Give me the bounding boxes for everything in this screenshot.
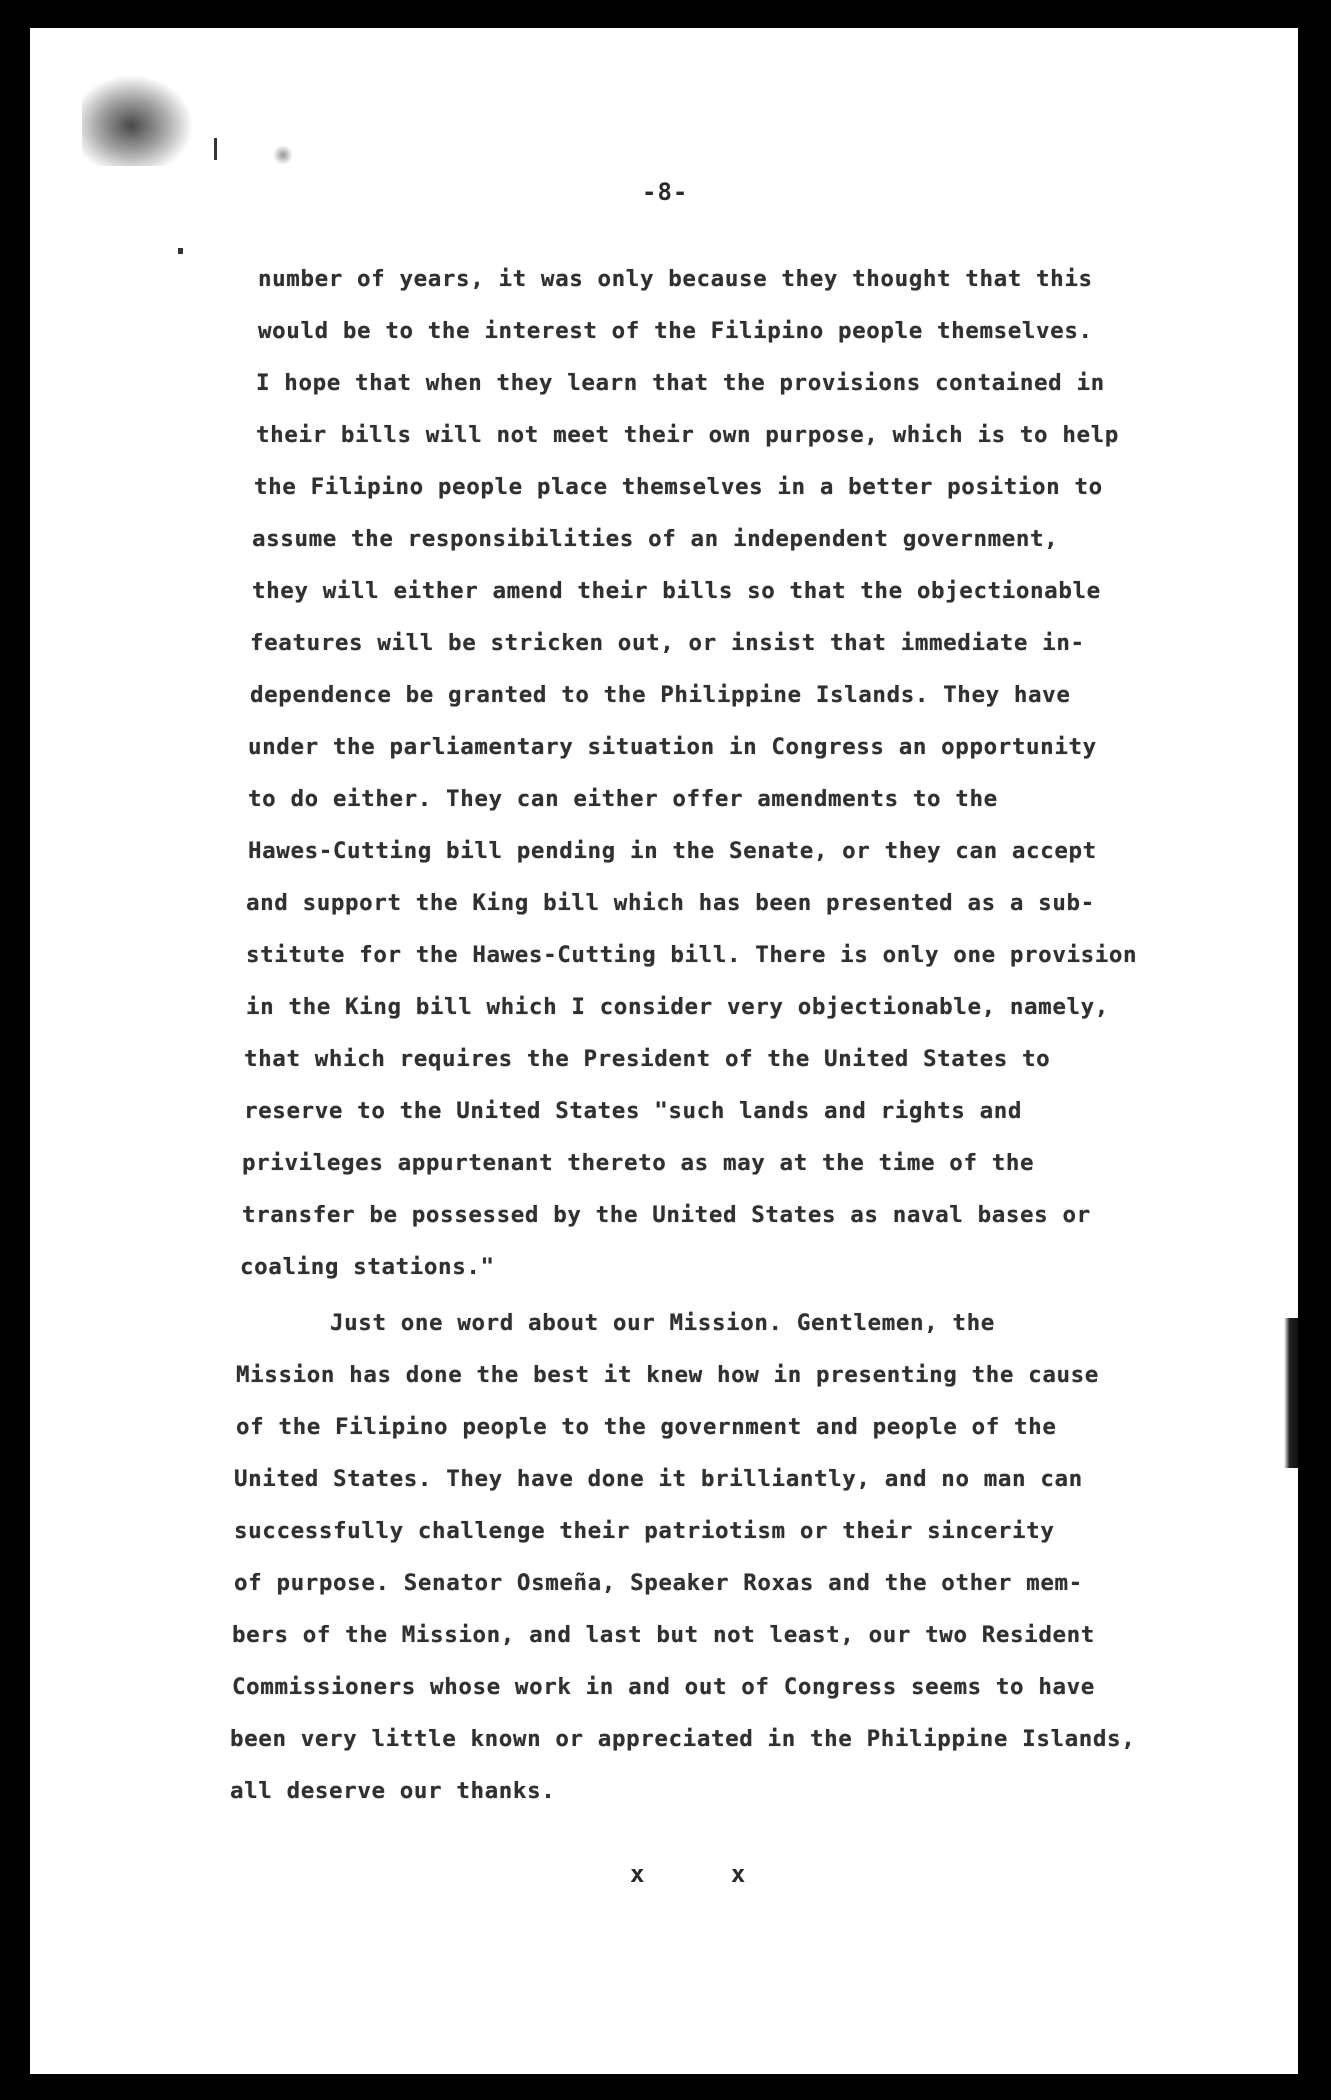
text-line: and support the King bill which has been presented as a sub- bbox=[246, 890, 1095, 916]
text-line: their bills will not meet their own purpose, which is to help bbox=[256, 422, 1119, 448]
text-line: they will either amend their bills so that the objectionable bbox=[252, 578, 1101, 604]
text-line: of purpose. Senator Osmeña, Speaker Roxas and the other mem- bbox=[234, 1570, 1083, 1596]
document-page bbox=[30, 28, 1298, 2074]
text-line: that which requires the President of the United States to bbox=[244, 1046, 1051, 1072]
text-line: bers of the Mission, and last but not least, our two Resident bbox=[232, 1622, 1095, 1648]
text-line: would be to the interest of the Filipino people themselves. bbox=[258, 318, 1093, 344]
text-line: coaling stations." bbox=[240, 1254, 495, 1280]
text-line: features will be stricken out, or insist that immediate in- bbox=[250, 630, 1085, 656]
text-line: the Filipino people place themselves in a better position to bbox=[254, 474, 1103, 500]
text-line: all deserve our thanks. bbox=[230, 1778, 556, 1804]
text-line: Hawes-Cutting bill pending in the Senate, or they can accept bbox=[248, 838, 1097, 864]
end-mark: x x bbox=[630, 1860, 782, 1888]
text-line: I hope that when they learn that the provisions contained in bbox=[256, 370, 1105, 396]
text-line: number of years, it was only because they thought that this bbox=[258, 266, 1093, 292]
text-line: successfully challenge their patriotism or their sincerity bbox=[234, 1518, 1055, 1544]
scan-edge-shadow bbox=[1284, 1318, 1298, 1468]
page-number: -8- bbox=[642, 178, 689, 206]
text-line: privileges appurtenant thereto as may at the time of the bbox=[242, 1150, 1035, 1176]
text-line: of the Filipino people to the government and people of the bbox=[236, 1414, 1057, 1440]
text-line: in the King bill which I consider very objectionable, namely, bbox=[246, 994, 1109, 1020]
text-line: Commissioners whose work in and out of Congress seems to have bbox=[232, 1674, 1095, 1700]
scan-smudge bbox=[272, 146, 294, 164]
scan-mark bbox=[178, 248, 183, 254]
text-line: Just one word about our Mission. Gentlemen, the bbox=[330, 1310, 995, 1336]
text-line: reserve to the United States "such lands and rights and bbox=[244, 1098, 1023, 1124]
scan-smudge bbox=[82, 76, 192, 166]
text-line: United States. They have done it brilliantly, and no man can bbox=[234, 1466, 1083, 1492]
text-line: transfer be possessed by the United States as naval bases or bbox=[242, 1202, 1091, 1228]
scan-mark bbox=[214, 138, 217, 160]
text-line: stitute for the Hawes-Cutting bill. There is only one provision bbox=[246, 942, 1138, 968]
text-line: to do either. They can either offer amendments to the bbox=[248, 786, 998, 812]
text-line: assume the responsibilities of an independent government, bbox=[252, 526, 1059, 552]
text-line: been very little known or appreciated in the Philippine Islands, bbox=[230, 1726, 1136, 1752]
text-line: under the parliamentary situation in Congress an opportunity bbox=[248, 734, 1097, 760]
text-line: Mission has done the best it knew how in presenting the cause bbox=[236, 1362, 1099, 1388]
text-line: dependence be granted to the Philippine Islands. They have bbox=[250, 682, 1071, 708]
